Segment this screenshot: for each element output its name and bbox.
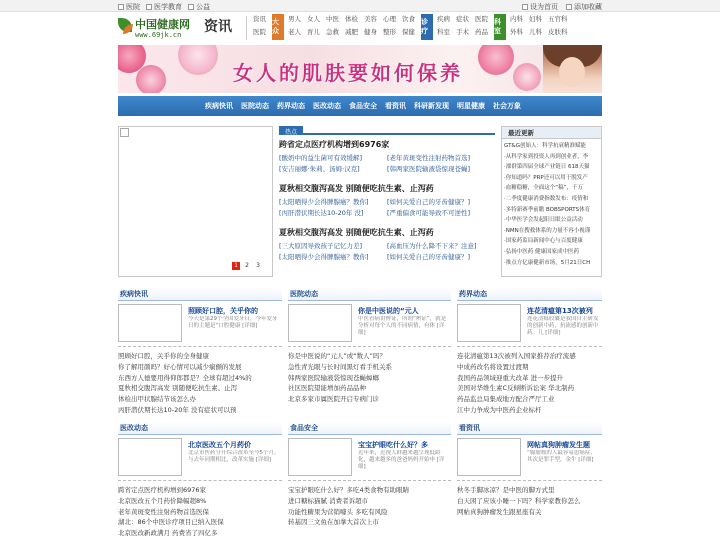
- section-link[interactable]: 照顾好口腔，关乎你的全身健康: [118, 352, 209, 360]
- recent-item[interactable]: ·推点方亿康健新市场，5月21日CH: [504, 259, 591, 266]
- header-divider: [246, 16, 247, 40]
- nav-column: [383, 14, 396, 40]
- hot-link-row: [279, 241, 495, 252]
- nav-column: [288, 14, 301, 40]
- section-link[interactable]: 秋冬手脚冰凉？是中医的脚方式里: [457, 486, 555, 494]
- section-link[interactable]: 宝宝护眼吃什么好？多吃4类食物有助眼睛: [288, 486, 410, 494]
- featured-title[interactable]: 宝宝护眼吃什么好？多: [358, 441, 428, 449]
- featured-image[interactable]: [288, 304, 352, 342]
- section-link[interactable]: 美国对华维生素C反倾断诉讼案 华北制药: [457, 384, 575, 393]
- nav-column: [456, 14, 469, 40]
- hot-link[interactable]: [如何关爱自己的牙齿健康？]: [387, 198, 471, 206]
- rose-decoration: [136, 65, 166, 93]
- top-link-education[interactable]: 医学教育: [146, 2, 182, 12]
- rose-decoration: [513, 63, 541, 91]
- featured-story: [118, 304, 282, 344]
- news-section: [118, 288, 282, 416]
- section-link-list: [118, 351, 282, 416]
- recent-item[interactable]: ·国家药监局新闻中心与百度健康: [504, 238, 583, 245]
- nav-item[interactable]: 看资讯: [385, 102, 406, 110]
- channel-title: 资讯: [204, 19, 232, 35]
- featured-image[interactable]: [118, 304, 182, 342]
- section-link[interactable]: 丙肝潜伏期长达10-20年 没有症状可以预: [118, 405, 237, 414]
- section-link[interactable]: 夏秋相交腹泻高发 别随便吃抗生素、止泻: [118, 384, 238, 393]
- section-link-list: [288, 485, 451, 528]
- nav-item[interactable]: 医院动态: [241, 102, 269, 110]
- nav-link[interactable]: 五官科: [548, 15, 568, 23]
- add-favorite-link[interactable]: 添加收藏: [566, 2, 602, 12]
- section-link[interactable]: 北京医改五个月药价降幅超8%: [118, 496, 207, 505]
- section-link[interactable]: 韩两家医院输液袋惊现苍蝇蟑螂: [288, 373, 379, 382]
- nav-item[interactable]: 疾病快讯: [205, 102, 233, 110]
- hot-link[interactable]: [韩两家医院输液袋惊现苍蝇]: [387, 165, 471, 173]
- hot-headline[interactable]: 夏秋相交腹泻高发 别随便吃抗生素、止泻药: [279, 184, 434, 193]
- slide-page-button[interactable]: 1: [232, 262, 240, 270]
- section-link-list: [457, 351, 602, 416]
- home-icon: [522, 4, 528, 10]
- nav-column: [307, 14, 320, 40]
- nav-group-badge: 科室: [494, 14, 506, 40]
- hot-link[interactable]: [丙肝潜伏期长达10-20年 没]: [279, 209, 364, 217]
- nav-link[interactable]: 儿科: [529, 28, 542, 36]
- featured-story: [288, 304, 451, 344]
- nav-column: [510, 14, 523, 40]
- hot-link[interactable]: [酸奶中的益生菌可有效缓解]: [279, 154, 363, 162]
- nav-link[interactable]: 医院: [253, 28, 266, 36]
- nav-link[interactable]: 急救: [326, 28, 339, 36]
- section-divider: [288, 480, 451, 481]
- recent-item[interactable]: ·中华医学会发起阳日眼公益活动: [504, 217, 583, 224]
- news-section: [118, 422, 282, 539]
- featured-title[interactable]: 北京医改五个月药价: [188, 441, 251, 449]
- main-nav-bar: [118, 96, 602, 116]
- featured-title[interactable]: 网帖真狗肿瘤发生题: [527, 441, 590, 449]
- nav-column: [548, 14, 568, 40]
- banner-headline: 女人的肌肤要如何保养: [233, 61, 463, 85]
- section-link[interactable]: 你是中医说的“元人”或“数人”吗？: [288, 352, 386, 360]
- recent-item[interactable]: ·你知道吗？PRP还可以用于脱发产: [504, 174, 588, 181]
- nav-link[interactable]: 男人: [288, 15, 301, 23]
- nav-link[interactable]: 育儿: [307, 28, 320, 36]
- nav-item[interactable]: 食品安全: [349, 102, 377, 110]
- nav-column: [437, 14, 450, 40]
- featured-title[interactable]: 连花清瘟第13次被列: [527, 307, 593, 315]
- section-link[interactable]: 跨省定点医疗机构增到6976家: [118, 486, 207, 494]
- section-link-list: [288, 351, 451, 405]
- recent-item[interactable]: ·溧群第四届全球产业链日 618天猫: [504, 164, 590, 171]
- recent-item[interactable]: ·二季度健康消费指数发布：疫情和: [504, 195, 589, 202]
- section-link[interactable]: 转基因三文鱼在加拿大首次上市: [288, 518, 379, 527]
- recent-item[interactable]: ·弘扬中医药 健康国家成中医药: [504, 248, 579, 255]
- section-divider: [457, 346, 602, 347]
- site-logo[interactable]: [118, 15, 200, 41]
- top-link-charity[interactable]: 公益: [188, 2, 210, 12]
- section-link[interactable]: 网帖真狗肿瘤发生跟星座有关: [457, 507, 542, 516]
- nav-link[interactable]: 皮肤科: [548, 28, 568, 36]
- nav-link[interactable]: 药品: [475, 28, 488, 36]
- nav-link[interactable]: 资讯: [253, 15, 266, 23]
- news-section: [288, 422, 451, 528]
- section-link[interactable]: 社区医院望能增加药品品种: [288, 384, 366, 393]
- slideshow[interactable]: [118, 126, 273, 277]
- news-section: [288, 288, 451, 405]
- nav-link[interactable]: 保健: [402, 28, 415, 36]
- nav-link[interactable]: 中医: [326, 15, 339, 23]
- set-homepage-link[interactable]: 设为首页: [522, 2, 558, 12]
- nav-group-badge: 诊疗: [421, 14, 433, 40]
- section-link[interactable]: 连花清瘟第13次被列入国家推荐治疗流感: [457, 352, 576, 360]
- recent-updates: [501, 126, 602, 277]
- recent-item[interactable]: GT&G创始人：科学抗衰精准赋能: [504, 143, 586, 149]
- hot-headline[interactable]: 夏秋相交腹泻高发 别随便吃抗生素、止泻药: [279, 228, 434, 237]
- featured-story: [457, 304, 602, 344]
- hot-tab[interactable]: 热点: [279, 126, 495, 135]
- hot-headline[interactable]: 跨省定点医疗机构增到6976家: [279, 140, 390, 149]
- nav-item[interactable]: 药界动态: [277, 102, 305, 110]
- site-header: [118, 13, 602, 43]
- nav-link[interactable]: 内科: [510, 15, 523, 23]
- nav-link[interactable]: 减肥: [345, 28, 358, 36]
- recent-updates-title: 最近更新: [502, 127, 601, 139]
- hot-news: [279, 126, 495, 263]
- nav-column: [529, 14, 542, 40]
- section-link[interactable]: 白天困了应该小睡一下吗？科学家教你怎么: [457, 496, 581, 505]
- section-link[interactable]: 中成药改名将设置过渡期: [457, 362, 529, 371]
- section-header[interactable]: [118, 422, 282, 435]
- recent-item[interactable]: ·NMN在搜救体系的力量不容小视谨: [504, 227, 591, 234]
- nav-link[interactable]: 体检: [345, 15, 358, 23]
- nav-column: [326, 14, 339, 40]
- recent-item[interactable]: ·从科学家到投资人再到创业者，李: [504, 153, 589, 160]
- hot-link[interactable]: [严重偏食可能导致不可逆性]: [387, 209, 471, 217]
- news-section: [457, 288, 602, 416]
- hot-link-row: [279, 153, 495, 164]
- section-header[interactable]: [288, 422, 451, 435]
- banner-model-image: [543, 45, 602, 93]
- featured-image[interactable]: [457, 438, 521, 476]
- section-link[interactable]: 北京多家市属医院开启专病门诊: [288, 395, 379, 404]
- nav-item[interactable]: 医改动态: [313, 102, 341, 110]
- featured-image[interactable]: [457, 304, 521, 342]
- logo-url: www.69jk.cn: [135, 31, 182, 39]
- section-divider: [118, 480, 282, 481]
- section-link[interactable]: 急性青光眼与长时间黑灯看手机关系: [288, 362, 392, 371]
- broken-image-icon: [120, 128, 129, 137]
- section-header[interactable]: [118, 288, 282, 301]
- section-link[interactable]: 东西方人德要用得仰郎都是？全球有超过4%的: [118, 373, 252, 382]
- section-divider: [118, 346, 282, 347]
- hot-link[interactable]: [高血压为什么降不下来？注意]: [387, 242, 477, 250]
- logo-name: 中国健康网: [135, 18, 190, 31]
- featured-summary: 中医看病讲辨证，所谓“辨证”，就是分析对每个人的不同病情，有体 [详细]: [358, 316, 447, 336]
- featured-story: [118, 438, 282, 478]
- recent-item[interactable]: ·多特新赛季前瞻 BOBSPORTS体育: [504, 206, 591, 213]
- nav-link[interactable]: 整形: [383, 28, 396, 36]
- section-link[interactable]: 体检出甲状腺结节该怎么办: [118, 395, 196, 404]
- rose-decoration: [478, 45, 514, 75]
- star-icon: [566, 4, 572, 10]
- section-link[interactable]: 老年黄斑变性注射药物首选医保: [118, 507, 209, 516]
- top-utility-bar: [0, 0, 720, 12]
- nav-link[interactable]: 女人: [307, 15, 320, 23]
- section-title: 疾病快讯: [120, 290, 148, 298]
- slide-page-button[interactable]: 2: [245, 262, 249, 269]
- nav-link[interactable]: 手术: [456, 28, 469, 36]
- section-title: 看资讯: [459, 424, 480, 432]
- section-title: 食品安全: [290, 424, 318, 432]
- nav-link[interactable]: 心理: [383, 15, 396, 23]
- nav-column: [402, 14, 415, 40]
- nav-item[interactable]: 明星健康: [457, 102, 485, 110]
- section-link[interactable]: 我国药品领域迎重大改革 进一步提升: [457, 373, 564, 382]
- featured-story: [457, 438, 602, 478]
- news-section: [457, 422, 602, 517]
- hot-link[interactable]: [安吉丽娜·朱莉、汤姆·汉克]: [279, 165, 360, 173]
- section-divider: [288, 346, 451, 347]
- hot-link[interactable]: [三大原因导致孩子记忆力差]: [279, 242, 363, 250]
- section-link[interactable]: 你了解用颜吗？好心情可以减少痫颤的发展: [118, 362, 242, 371]
- section-link[interactable]: 药品监总局集成地方配合严厅工业: [457, 395, 555, 404]
- section-title: 药界动态: [459, 290, 487, 298]
- featured-story: [288, 438, 451, 478]
- featured-title[interactable]: 你是中医说的“元人: [358, 307, 419, 315]
- featured-image[interactable]: [288, 438, 352, 476]
- hot-link-row: [279, 197, 495, 208]
- nav-item[interactable]: 社会万象: [493, 102, 521, 110]
- section-link[interactable]: 江中力争成为中医药企业标杆: [457, 405, 542, 414]
- nav-link[interactable]: 老人: [288, 28, 301, 36]
- hot-link-row: [279, 164, 495, 175]
- slide-page-button[interactable]: 3: [256, 262, 260, 269]
- nav-link[interactable]: 科室: [437, 28, 450, 36]
- nav-link[interactable]: 外科: [510, 28, 523, 36]
- top-link-hospital[interactable]: 医院: [118, 2, 140, 12]
- nav-item[interactable]: 科研新发现: [414, 102, 449, 110]
- featured-summary: “腺瘤瘤的人最容易患癌症，其次是罪手型，金牛 [详细]: [527, 450, 596, 463]
- hot-link[interactable]: [如何关爱自己的牙齿健康？]: [387, 253, 471, 261]
- rose-decoration: [178, 45, 218, 75]
- hot-link[interactable]: [太阳晒得少会得脾腺癌？教你]: [279, 198, 369, 206]
- nav-column: [364, 14, 377, 40]
- section-link[interactable]: 湖北：86个中医诊疗项目已纳入医保: [118, 518, 224, 527]
- featured-summary: 北京市医药分开综合改革至今5个月，与去年同期相比，改革实施 [详细]: [188, 450, 280, 463]
- recent-item[interactable]: ·血糖稳糖，全面这个“稿”，千万: [504, 185, 583, 192]
- section-link-list: [457, 485, 602, 517]
- section-link-list: [118, 485, 282, 539]
- section-header[interactable]: [457, 288, 602, 301]
- nav-link[interactable]: 症状: [456, 15, 469, 23]
- nav-column: [345, 14, 358, 40]
- section-title: 医改动态: [120, 424, 148, 432]
- section-divider: [457, 480, 602, 481]
- category-nav: [253, 14, 574, 40]
- featured-summary: 近年来，近视人群越来越呈现低龄化，越来越多的爸爸妈妈开始申 [详细]: [358, 450, 445, 470]
- slideshow-pager: [232, 262, 262, 270]
- nav-link[interactable]: 医院: [475, 15, 488, 23]
- promo-banner[interactable]: [118, 45, 602, 93]
- featured-summary: 连花清瘟胶囊是我国自主研发的创新中药，抗流感的创新中药。几 [详细]: [527, 316, 599, 336]
- section-header[interactable]: [288, 288, 451, 301]
- nav-link[interactable]: 美容: [364, 15, 377, 23]
- nav-link[interactable]: 妇科: [529, 15, 542, 23]
- featured-summary: 今天是第29个全国爱牙日，今年爱牙日的主题是“口腔健康 [详细]: [188, 316, 278, 329]
- section-link[interactable]: 进口糖标猫腻 消费者诉超市: [288, 496, 369, 505]
- section-header[interactable]: [457, 422, 602, 435]
- nav-column: [253, 14, 266, 40]
- nav-link[interactable]: 饮食: [402, 15, 415, 23]
- nav-column: [475, 14, 488, 40]
- hot-link[interactable]: [太阳晒得少会得脾腺癌？教你]: [279, 253, 369, 261]
- section-link[interactable]: 北京医改新政满月 药费省了四亿多: [118, 529, 218, 538]
- nav-group-badge: 大众: [272, 14, 284, 40]
- hot-link-row: [279, 252, 495, 263]
- nav-link[interactable]: 健身: [364, 28, 377, 36]
- section-title: 医院动态: [290, 290, 318, 298]
- nav-link[interactable]: 疾病: [437, 15, 450, 23]
- hot-link[interactable]: [老年黄斑变性注射药物首选]: [387, 154, 471, 162]
- featured-title[interactable]: 照顾好口腔，关乎你的: [188, 307, 258, 315]
- hot-link-row: [279, 208, 495, 219]
- section-link[interactable]: 功能性糖果为营销噱头 多吃有风险: [288, 507, 388, 516]
- featured-image[interactable]: [118, 438, 182, 476]
